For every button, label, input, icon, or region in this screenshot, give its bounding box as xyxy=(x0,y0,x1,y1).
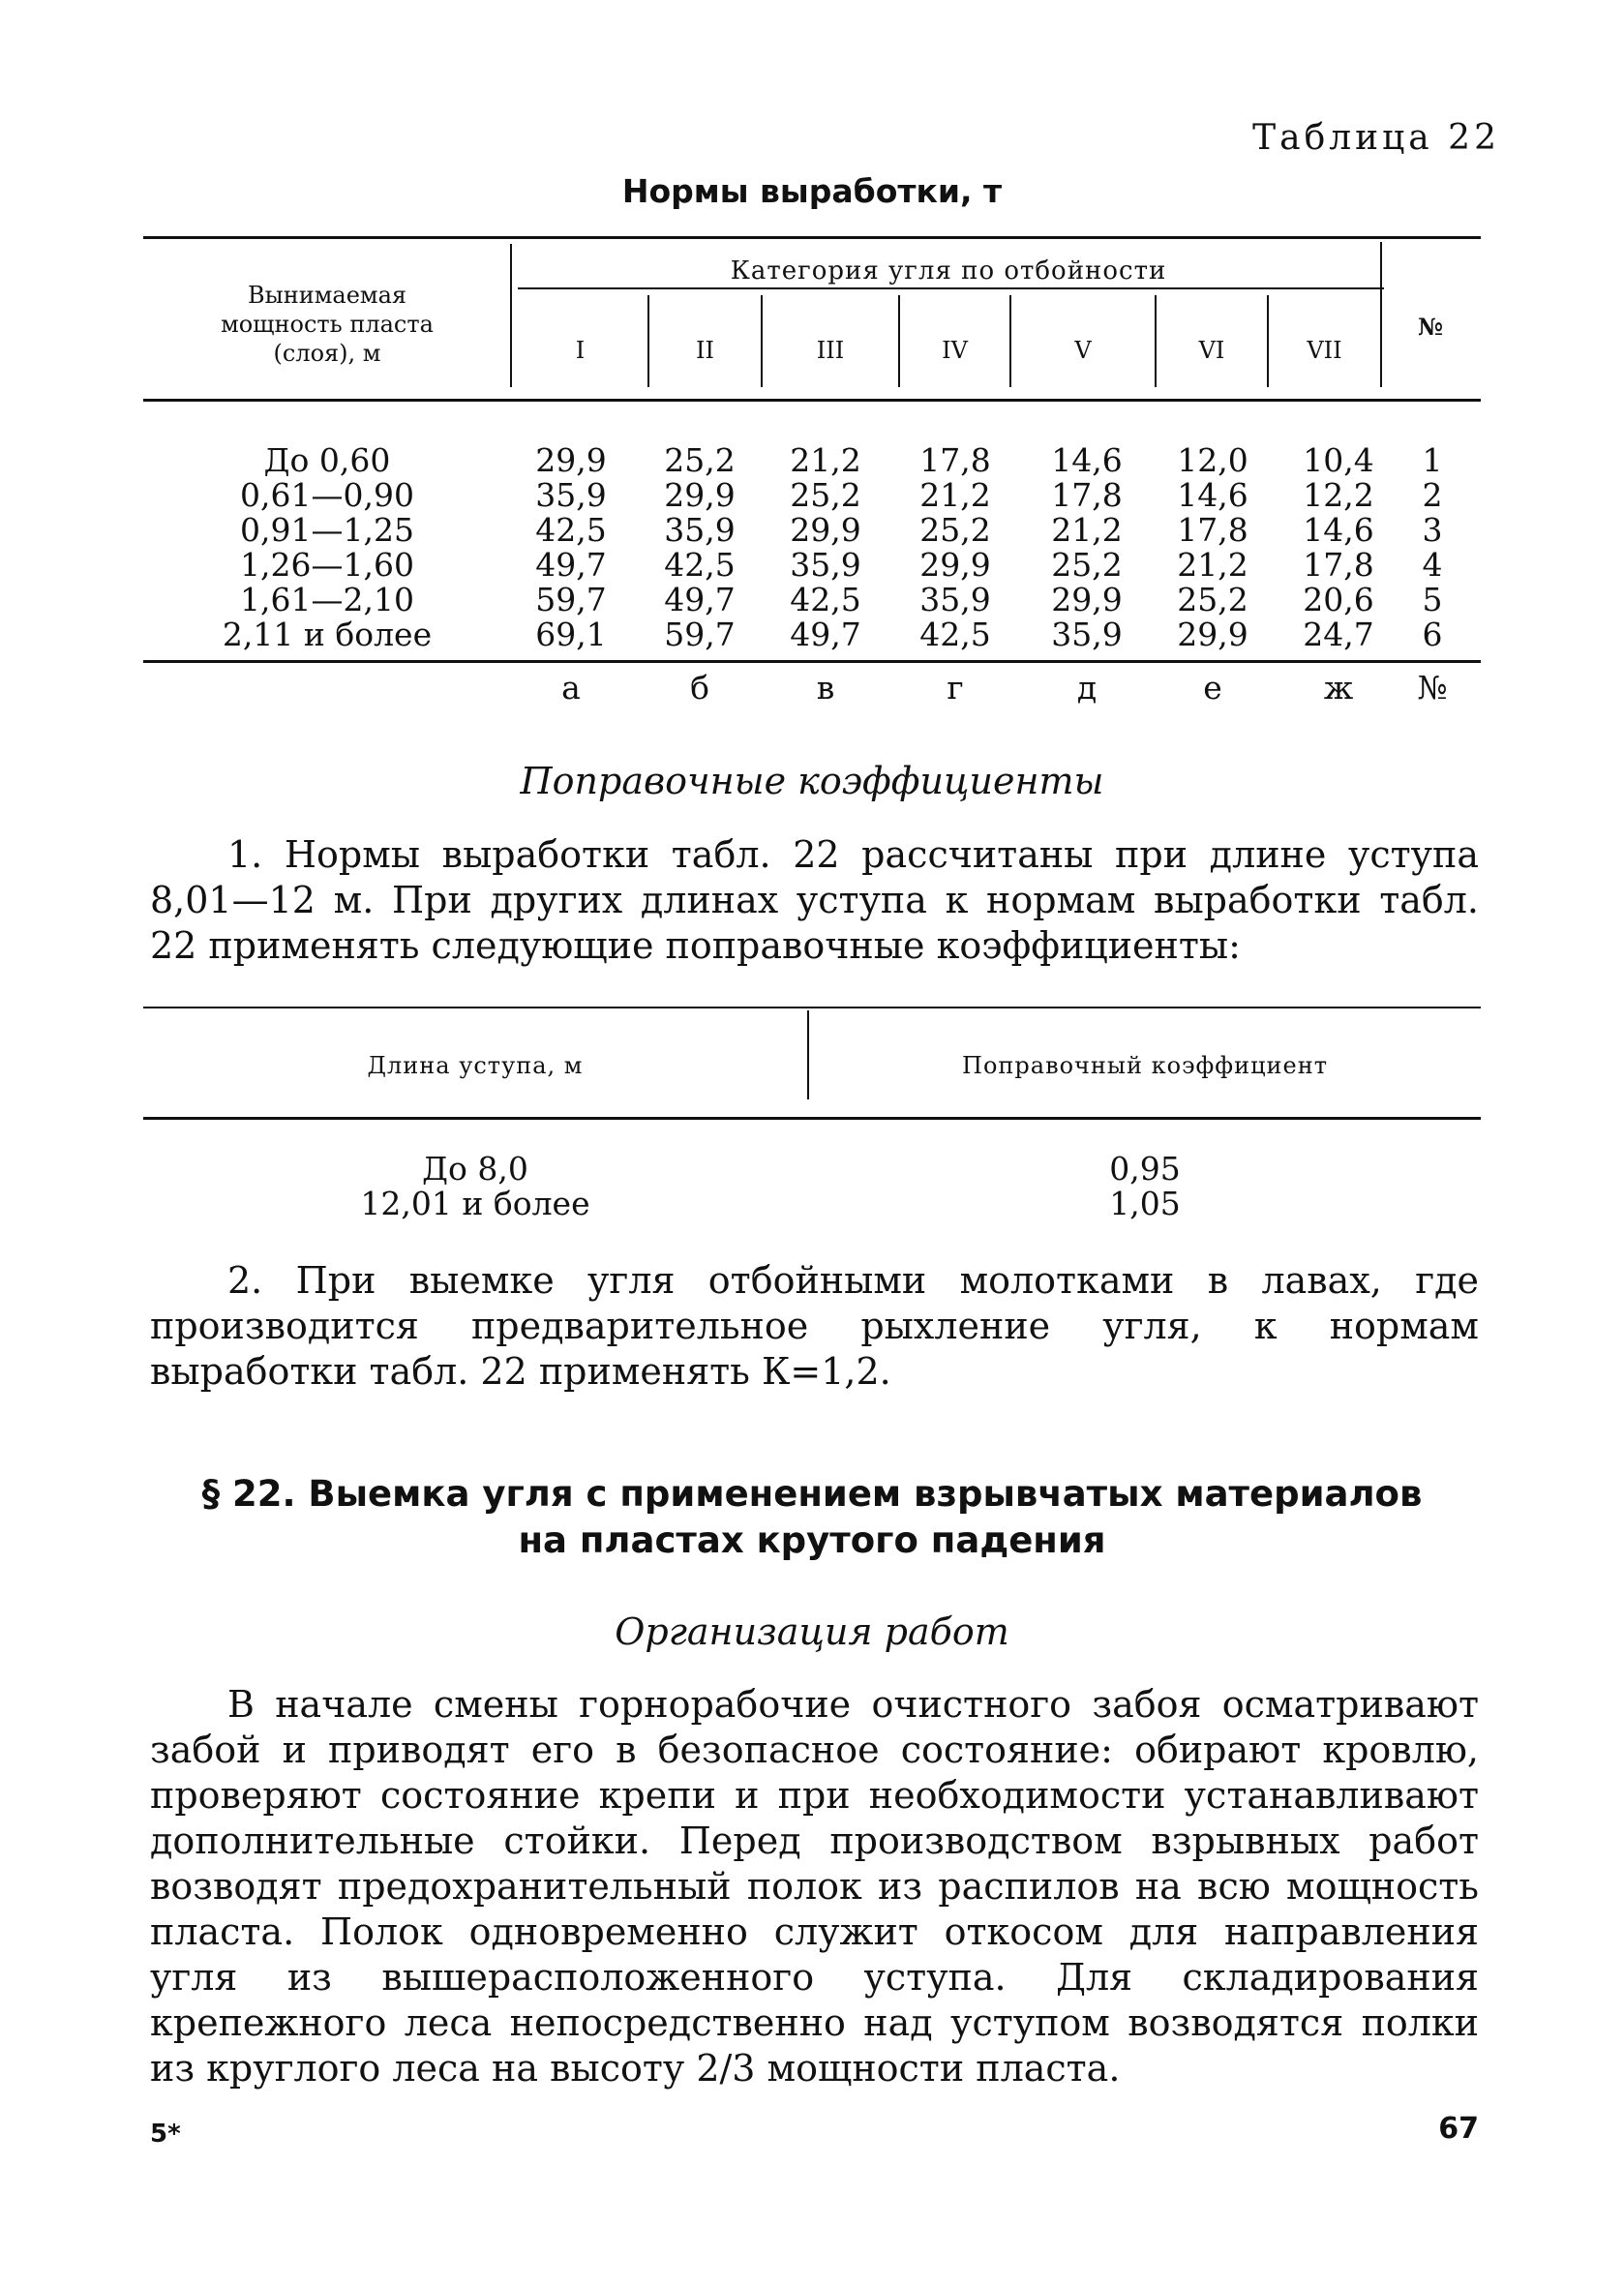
corr-col2-header: Поправочный коэффициент xyxy=(962,1052,1328,1079)
table-cell: 21,2 xyxy=(919,476,991,514)
column-V xyxy=(1038,443,1135,652)
table-cell: 10,4 xyxy=(1303,441,1374,479)
column-letter: е xyxy=(1203,669,1222,707)
column-IV xyxy=(907,443,1004,652)
table-cell: 42,5 xyxy=(919,616,991,653)
column-letter: г xyxy=(947,669,964,707)
table-cell: 29,9 xyxy=(919,546,991,584)
table-title: Нормы выработки, т xyxy=(621,172,1003,210)
row-header-line-2: мощность пласта xyxy=(221,311,434,338)
table-cell: 25,2 xyxy=(919,511,991,549)
column-VI xyxy=(1164,443,1261,652)
column-III xyxy=(777,443,874,652)
table-cell: 49,7 xyxy=(790,616,861,653)
table-cell: 35,9 xyxy=(535,476,607,514)
column-letter: ж xyxy=(1323,669,1354,707)
category-label: VI xyxy=(1198,337,1225,364)
table-cell: 17,8 xyxy=(1303,546,1374,584)
category-label: V xyxy=(1074,337,1092,364)
table-cell: 49,7 xyxy=(664,581,736,618)
table-cell: 14,6 xyxy=(1303,511,1374,549)
category-label: IV xyxy=(942,337,968,364)
category-label: III xyxy=(816,337,845,364)
table-cell: 17,8 xyxy=(1051,476,1123,514)
corrections-paragraph-1: 1. Нормы выработки табл. 22 рассчитаны при длине уступа 8,01—12 м. При других длинах уступа к нормам выработки табл. 22 применять следующие поправочные коэффициенты: xyxy=(150,833,1479,967)
corrections-paragraph-2: 2. При выемке угля отбойными молотками в лавах, где производится предварительное рыхление угля, к нормам выработки табл. 22 применять К=1,2. xyxy=(150,1259,1479,1393)
table-cell: 20,6 xyxy=(1303,581,1374,618)
column-I xyxy=(523,443,619,652)
table-cell: 14,6 xyxy=(1051,441,1123,479)
corrections-heading: Поправочные коэффициенты xyxy=(520,760,1104,802)
corr-length-cell: До 8,0 xyxy=(422,1150,528,1188)
table-cell: 35,9 xyxy=(790,546,861,584)
table-cell: 24,7 xyxy=(1303,616,1374,653)
corr-length-cell: 12,01 и более xyxy=(360,1185,590,1222)
table-cell: 42,5 xyxy=(790,581,861,618)
row-label: 1,26—1,60 xyxy=(240,546,414,584)
column-letter: в xyxy=(816,669,835,707)
row-labels-column xyxy=(143,443,511,652)
table-cell: 42,5 xyxy=(664,546,736,584)
corr-coef-cell: 1,05 xyxy=(1109,1185,1181,1222)
row-header-line-3: (слоя), м xyxy=(273,340,381,367)
table-cell: 59,7 xyxy=(664,616,736,653)
table-cell: 29,9 xyxy=(535,441,607,479)
corr-table-header-rule xyxy=(143,1117,1481,1120)
table-cell: 21,2 xyxy=(790,441,861,479)
table-cell: 12,0 xyxy=(1177,441,1248,479)
row-label: 0,91—1,25 xyxy=(240,511,414,549)
table-cell: 35,9 xyxy=(1051,616,1123,653)
table-cell: 21,2 xyxy=(1051,511,1123,549)
table-bottom-rule xyxy=(143,660,1481,663)
row-number: 3 xyxy=(1422,511,1443,549)
row-label: 0,61—0,90 xyxy=(240,476,414,514)
table-cell: 29,9 xyxy=(790,511,861,549)
table-top-rule xyxy=(143,236,1481,239)
table-cell: 14,6 xyxy=(1177,476,1248,514)
row-label: 1,61—2,10 xyxy=(240,581,414,618)
row-header-line-1: Вынимаемая xyxy=(247,282,407,309)
category-label: II xyxy=(696,337,714,364)
table-cell: 49,7 xyxy=(535,546,607,584)
table-cell: 29,9 xyxy=(1177,616,1248,653)
table-cell: 42,5 xyxy=(535,511,607,549)
signature-mark: 5* xyxy=(150,2120,181,2149)
table-cell: 25,2 xyxy=(790,476,861,514)
table-cell: 25,2 xyxy=(664,441,736,479)
table-cell: 25,2 xyxy=(1051,546,1123,584)
table-cell: 29,9 xyxy=(1051,581,1123,618)
column-II xyxy=(651,443,748,652)
row-number: 6 xyxy=(1422,616,1443,653)
row-header xyxy=(143,281,511,368)
section-title-line-1: § 22. Выемка угля с применением взрывчатых материалов xyxy=(201,1473,1423,1515)
header-divider xyxy=(510,244,512,387)
row-number: 4 xyxy=(1422,546,1443,584)
row-label: До 0,60 xyxy=(263,441,391,479)
table-cell: 17,8 xyxy=(1177,511,1248,549)
table-cell: 21,2 xyxy=(1177,546,1248,584)
column-letter-num: № xyxy=(1417,669,1448,707)
corr-table-top-rule xyxy=(143,1007,1481,1008)
column-letter: а xyxy=(561,669,581,707)
table-cell: 12,2 xyxy=(1303,476,1374,514)
category-header: Категория угля по отбойности xyxy=(730,256,1167,286)
row-numbers-column xyxy=(1403,443,1461,652)
row-number: 5 xyxy=(1422,581,1443,618)
table-cell: 35,9 xyxy=(664,511,736,549)
section-title-line-2: на пластах крутого падения xyxy=(518,1519,1106,1561)
table-cell: 29,9 xyxy=(664,476,736,514)
corr-coef-cell: 0,95 xyxy=(1109,1150,1181,1188)
corr-col1-header: Длина уступа, м xyxy=(367,1052,584,1079)
category-label: VII xyxy=(1307,337,1342,364)
section-subheading: Организация работ xyxy=(615,1610,1009,1653)
table-label: Таблица 22 xyxy=(1252,118,1500,158)
column-letter: б xyxy=(690,669,709,707)
section-body: В начале смены горнорабочие очистного забоя осматривают забой и приводят его в безопасное состояние: обирают кровлю, проверяют состояние крепи и при необходимости устанавливают дополнительные стойки. Перед производством взрывных работ возводят предохранительный полок из распилов на всю мощность пласта. Полок одновременно служит откосом для направления угля из вышерасположенного уступа. Для складирования крепежного леса непосредственно над уступом возводятся полки из круглого леса на высоту 2/3 мощности пласта. xyxy=(150,1683,1479,2090)
page-number: 67 xyxy=(1438,2112,1479,2146)
header-bottom-rule xyxy=(143,399,1481,402)
category-label: I xyxy=(575,337,586,364)
table-cell: 25,2 xyxy=(1177,581,1248,618)
table-cell: 59,7 xyxy=(535,581,607,618)
table-cell: 69,1 xyxy=(535,616,607,653)
row-label: 2,11 и более xyxy=(222,616,433,653)
num-header: № xyxy=(1417,313,1444,341)
column-VII xyxy=(1290,443,1387,652)
row-number: 1 xyxy=(1422,441,1443,479)
category-underline xyxy=(518,287,1384,289)
table-cell: 35,9 xyxy=(919,581,991,618)
column-letter: д xyxy=(1076,669,1098,707)
row-number: 2 xyxy=(1422,476,1443,514)
table-cell: 17,8 xyxy=(919,441,991,479)
